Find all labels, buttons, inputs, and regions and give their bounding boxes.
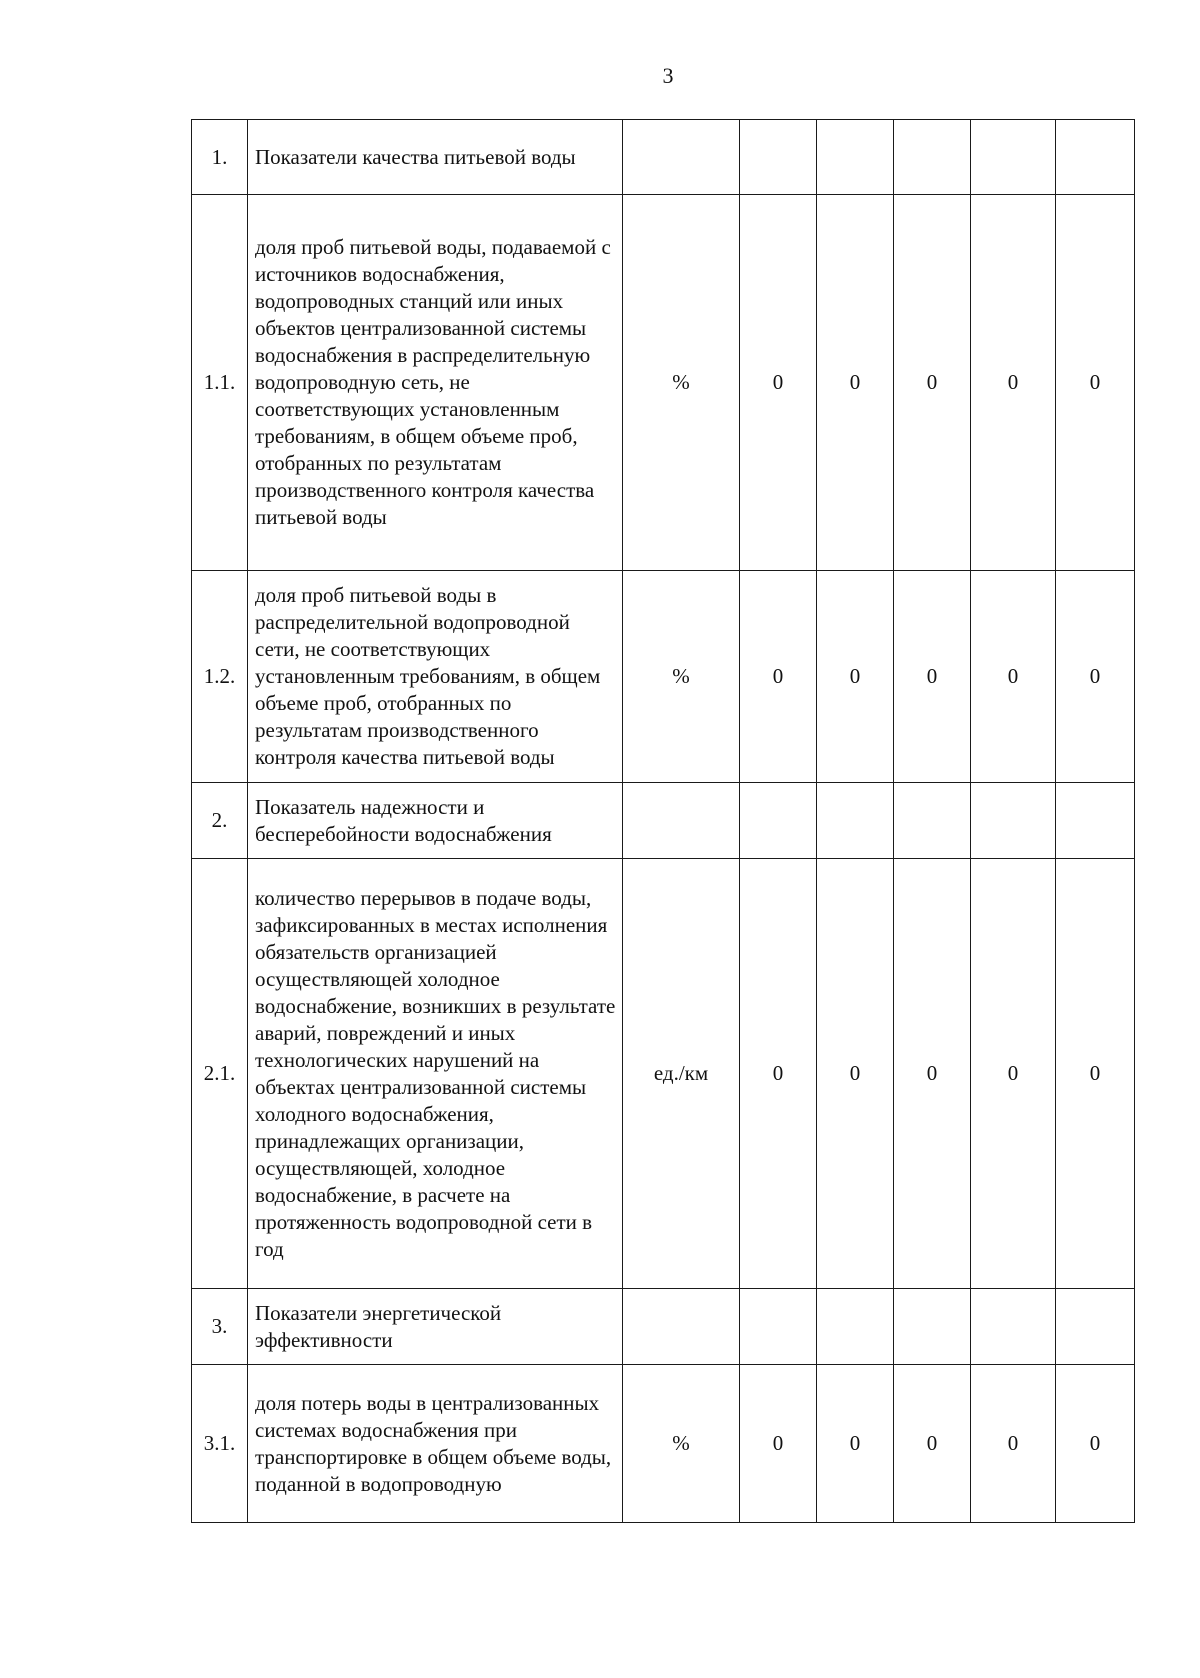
table-row <box>192 195 1135 571</box>
row-description: доля потерь воды в централизованных системах водоснабжения при транспортировке в общем объеме воды, поданной в водопроводную <box>248 1365 623 1523</box>
row-value: 0 <box>817 571 894 783</box>
row-number: 2. <box>192 783 248 859</box>
row-value: 0 <box>1056 1365 1135 1523</box>
row-value <box>1056 783 1135 859</box>
row-value: 0 <box>740 571 817 783</box>
row-value: 0 <box>1056 195 1135 571</box>
row-value <box>740 120 817 195</box>
table-row <box>192 859 1135 1289</box>
row-number: 3. <box>192 1289 248 1365</box>
page-number: 3 <box>662 63 674 88</box>
table-row <box>192 571 1135 783</box>
row-value: 0 <box>894 571 971 783</box>
row-value: 0 <box>1056 859 1135 1289</box>
row-value: 0 <box>894 1365 971 1523</box>
row-unit: % <box>623 1365 740 1523</box>
row-value: 0 <box>817 195 894 571</box>
row-value: 0 <box>817 859 894 1289</box>
row-description: доля проб питьевой воды, подаваемой с источников водоснабжения, водопроводных станций или иных объектов централизованной системы водоснабжения в распределительную водопроводную сеть, не соответствующих установленным требованиям, в общем объеме проб, отобранных по результатам производственного контроля качества питьевой воды <box>248 195 623 571</box>
table-row <box>192 783 1135 859</box>
row-value <box>817 1289 894 1365</box>
row-description: доля проб питьевой воды в распределительной водопроводной сети, не соответствующих установленным требованиям, в общем объеме проб, отобранных по результатам производственного контроля качества питьевой воды <box>248 571 623 783</box>
row-value <box>894 783 971 859</box>
row-value <box>817 120 894 195</box>
row-value: 0 <box>971 571 1056 783</box>
row-value <box>971 120 1056 195</box>
row-value: 0 <box>971 859 1056 1289</box>
row-value: 0 <box>971 1365 1056 1523</box>
row-unit <box>623 1289 740 1365</box>
row-number: 1. <box>192 120 248 195</box>
row-unit: % <box>623 571 740 783</box>
row-unit <box>623 120 740 195</box>
row-value <box>817 783 894 859</box>
table-row <box>192 120 1135 195</box>
row-value: 0 <box>894 859 971 1289</box>
row-value <box>740 1289 817 1365</box>
row-unit: % <box>623 195 740 571</box>
row-number: 1.1. <box>192 195 248 571</box>
row-value <box>1056 120 1135 195</box>
row-description: количество перерывов в подаче воды, зафиксированных в местах исполнения обязательств организацией осуществляющей холодное водоснабжение, возникших в результате аварий, повреждений и иных технологических нарушений на объектах централизованной системы холодного водоснабжения, принадлежащих организации, осуществляющей, холодное водоснабжение, в расчете на протяженность водопроводной сети в год <box>248 859 623 1289</box>
row-value: 0 <box>740 859 817 1289</box>
row-unit: ед./км <box>623 859 740 1289</box>
row-value: 0 <box>740 195 817 571</box>
row-description: Показатели качества питьевой воды <box>248 120 623 195</box>
row-value <box>894 120 971 195</box>
row-value <box>894 1289 971 1365</box>
indicators-table <box>191 119 1135 1523</box>
row-number: 3.1. <box>192 1365 248 1523</box>
row-value <box>971 783 1056 859</box>
row-value: 0 <box>1056 571 1135 783</box>
row-value <box>971 1289 1056 1365</box>
row-value: 0 <box>817 1365 894 1523</box>
row-value: 0 <box>740 1365 817 1523</box>
row-value <box>1056 1289 1135 1365</box>
row-number: 1.2. <box>192 571 248 783</box>
table-row <box>192 1365 1135 1523</box>
row-unit <box>623 783 740 859</box>
row-number: 2.1. <box>192 859 248 1289</box>
table-row <box>192 1289 1135 1365</box>
row-description: Показатели энергетической эффективности <box>248 1289 623 1365</box>
row-value: 0 <box>894 195 971 571</box>
row-value: 0 <box>971 195 1056 571</box>
row-value <box>740 783 817 859</box>
row-description: Показатель надежности и бесперебойности водоснабжения <box>248 783 623 859</box>
